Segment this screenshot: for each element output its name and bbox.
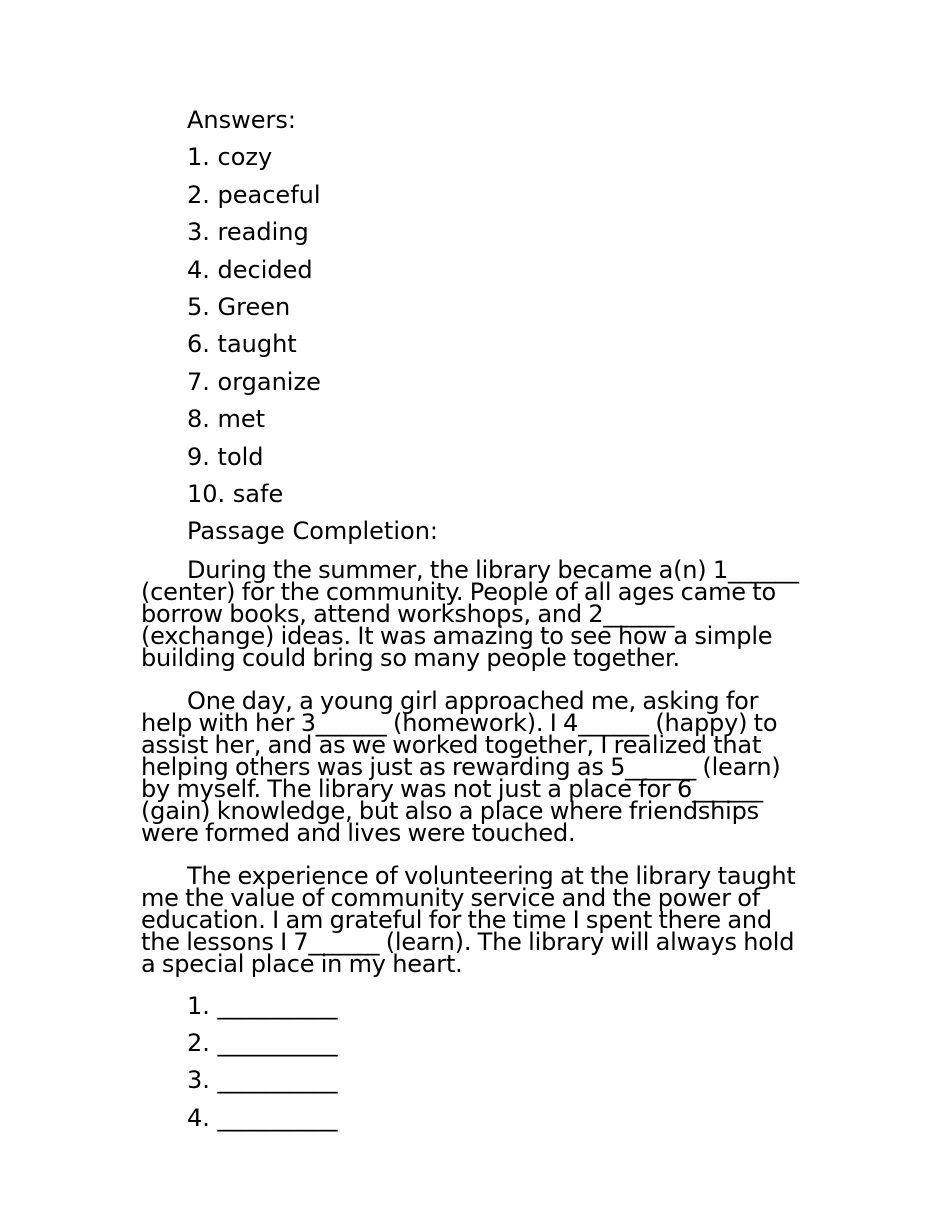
passage-paragraph: During the summer, the library became a(n) 1______ (center) for the community. People of all ages came to borrow books, attend workshops, and 2______ (exchange) ideas. It was amazing to see how a simple building could bring so many people together.	[141, 555, 799, 672]
answer-item: 1. cozy	[187, 143, 273, 172]
answer-item: 6. taught	[187, 330, 297, 359]
answers-list	[141, 141, 806, 515]
passage-body	[141, 553, 806, 978]
answer-item: 4. decided	[187, 255, 313, 284]
answer-item: 10. safe	[187, 479, 284, 508]
answer-blank-line: 3. __________	[187, 1066, 338, 1095]
answer-item: 3. reading	[187, 218, 309, 247]
document-content	[141, 104, 806, 1139]
answer-blank-line: 4. __________	[187, 1103, 338, 1132]
answer-item: 8. met	[187, 405, 266, 434]
passage-paragraph: One day, a young girl approached me, asking for help with her 3______ (homework). I 4______ (happy) to assist her, and as we worked together, I realized that helping others was just as rewarding as 5______ (learn) by myself. The library was not just a place for 6______ (gain) knowledge, but also a place where friendships were formed and lives were touched.	[141, 686, 781, 847]
passage-heading: Passage Completion:	[187, 517, 438, 546]
answer-blank-line: 2. __________	[187, 1029, 338, 1058]
passage-paragraph: The experience of volunteering at the library taught me the value of community service and the power of education. I am grateful for the time I spent there and the lessons I 7______ (learn). The library will always hold a special place in my heart.	[141, 861, 796, 978]
answer-blank-line: 1. __________	[187, 991, 338, 1020]
answer-blanks-list	[141, 990, 806, 1140]
answers-heading: Answers:	[187, 106, 296, 134]
answer-item: 7. organize	[187, 367, 321, 396]
answer-item: 9. told	[187, 442, 264, 471]
answer-item: 5. Green	[187, 292, 291, 321]
answer-item: 2. peaceful	[187, 180, 321, 209]
